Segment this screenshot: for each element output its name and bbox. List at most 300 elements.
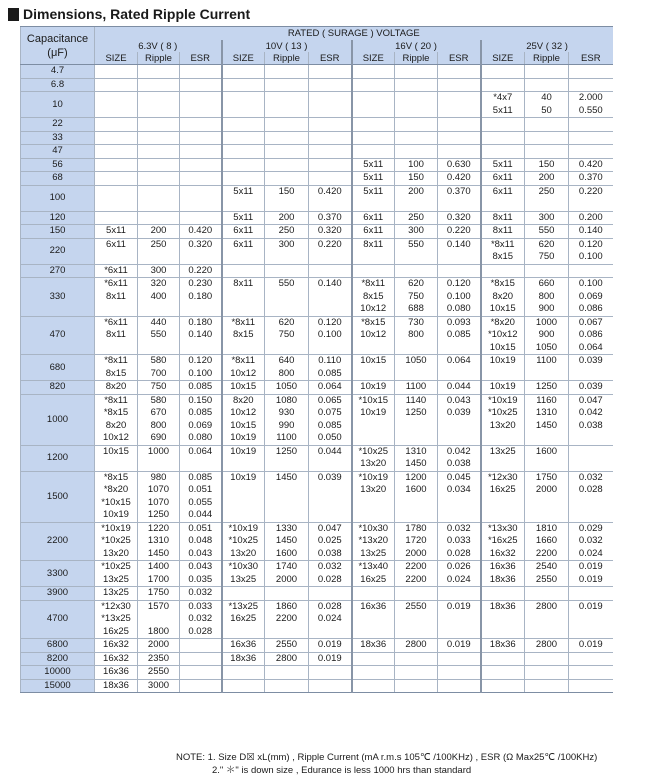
size-cell: 10x12 xyxy=(352,329,395,342)
esr-cell: 0.044 xyxy=(309,445,352,458)
esr-cell: 0.140 xyxy=(569,225,613,239)
table-row xyxy=(21,316,613,329)
esr-cell: 0.630 xyxy=(438,158,481,172)
ripple-cell xyxy=(525,432,569,445)
esr-cell: 0.120 xyxy=(438,278,481,291)
ripple-cell xyxy=(525,652,569,666)
esr-cell xyxy=(180,251,222,264)
ripple-cell: 1050 xyxy=(525,342,569,355)
size-cell: 10x15 xyxy=(481,303,525,316)
esr-cell xyxy=(438,131,481,145)
ripple-cell xyxy=(525,679,569,693)
ripple-cell: 670 xyxy=(138,407,180,420)
esr-cell xyxy=(309,158,352,172)
table-row xyxy=(21,145,613,159)
size-cell: *8x11 xyxy=(222,355,265,368)
ripple-cell xyxy=(265,145,309,159)
size-cell: 13x25 xyxy=(352,548,395,561)
size-cell xyxy=(95,158,138,172)
ripple-cell xyxy=(525,666,569,680)
subheader-esr: ESR xyxy=(438,52,481,65)
esr-cell xyxy=(438,65,481,79)
ripple-cell: 700 xyxy=(138,368,180,381)
subheader-esr: ESR xyxy=(309,52,352,65)
table-row xyxy=(21,600,613,613)
esr-cell xyxy=(438,666,481,680)
ripple-cell: 2000 xyxy=(138,639,180,653)
table-row xyxy=(21,587,613,601)
esr-cell: 0.075 xyxy=(309,407,352,420)
esr-cell: 0.200 xyxy=(569,211,613,225)
ripple-cell xyxy=(395,118,438,132)
size-cell xyxy=(95,185,138,198)
size-cell: 16x25 xyxy=(95,626,138,639)
note-line-1: NOTE: 1. Size D☒ xL(mm) , Ripple Current (mA r.m.s 105℃ /100KHz) , ESR (Ω Max25℃ /100KHz) xyxy=(176,752,598,763)
esr-cell xyxy=(438,145,481,159)
ripple-cell: 1660 xyxy=(525,535,569,548)
esr-cell: 0.039 xyxy=(569,355,613,368)
ripple-cell: 200 xyxy=(138,225,180,239)
size-cell: 13x25 xyxy=(95,587,138,601)
size-cell: *8x11 xyxy=(95,355,138,368)
size-cell: *13x25 xyxy=(222,600,265,613)
ripple-cell xyxy=(265,303,309,316)
ripple-cell: 150 xyxy=(395,172,438,186)
table-row xyxy=(21,105,613,118)
size-cell: *13x30 xyxy=(481,522,525,535)
size-cell: 6x11 xyxy=(95,238,138,251)
capacitance-cell: 470 xyxy=(21,316,95,355)
voltage-10v-header: 10V ( 13 ) xyxy=(222,40,352,52)
esr-cell: 0.080 xyxy=(180,432,222,445)
size-cell xyxy=(222,626,265,639)
subheader-size: SIZE xyxy=(95,52,138,65)
size-cell xyxy=(95,92,138,105)
ripple-cell: 800 xyxy=(395,329,438,342)
size-cell xyxy=(95,131,138,145)
ripple-cell xyxy=(395,497,438,510)
size-cell xyxy=(352,65,395,79)
ripple-cell: 1310 xyxy=(395,445,438,458)
size-cell: 16x25 xyxy=(352,574,395,587)
ripple-cell xyxy=(395,78,438,92)
ripple-cell: 150 xyxy=(265,185,309,198)
table-row xyxy=(21,639,613,653)
esr-cell xyxy=(180,92,222,105)
ripple-cell: 1100 xyxy=(395,381,438,395)
esr-cell: 0.140 xyxy=(309,278,352,291)
size-cell xyxy=(352,497,395,510)
esr-cell xyxy=(180,65,222,79)
esr-cell: 0.320 xyxy=(438,211,481,225)
esr-cell: 0.048 xyxy=(180,535,222,548)
notes xyxy=(176,751,597,777)
size-cell xyxy=(352,666,395,680)
esr-cell xyxy=(569,368,613,381)
ripple-cell xyxy=(138,342,180,355)
ripple-cell xyxy=(265,172,309,186)
esr-cell: 0.093 xyxy=(438,316,481,329)
size-cell xyxy=(222,158,265,172)
ripple-cell xyxy=(525,587,569,601)
table-row xyxy=(21,264,613,278)
esr-cell xyxy=(438,92,481,105)
subheader-row xyxy=(21,52,613,65)
esr-cell: 0.220 xyxy=(569,185,613,198)
size-cell xyxy=(352,118,395,132)
table-row xyxy=(21,118,613,132)
table-row xyxy=(21,65,613,79)
ripple-cell: 2800 xyxy=(525,639,569,653)
esr-cell xyxy=(309,303,352,316)
ripple-cell xyxy=(138,198,180,211)
ripple-cell: 1140 xyxy=(395,394,438,407)
esr-cell xyxy=(309,342,352,355)
ripple-cell: 800 xyxy=(138,420,180,433)
size-cell: 13x20 xyxy=(481,420,525,433)
table-row xyxy=(21,329,613,342)
size-cell: *10x19 xyxy=(352,471,395,484)
size-cell xyxy=(352,432,395,445)
size-cell: 10x15 xyxy=(95,445,138,458)
ripple-cell: 1800 xyxy=(138,626,180,639)
subheader-esr: ESR xyxy=(180,52,222,65)
ripple-cell xyxy=(395,509,438,522)
ripple-cell: 2800 xyxy=(395,639,438,653)
ripple-cell: 2800 xyxy=(265,652,309,666)
ripple-cell xyxy=(525,626,569,639)
table-row xyxy=(21,420,613,433)
size-cell: 10x12 xyxy=(222,368,265,381)
size-cell: 8x11 xyxy=(481,225,525,239)
esr-cell: 0.043 xyxy=(180,548,222,561)
ripple-cell: 40 xyxy=(525,92,569,105)
esr-cell: 0.080 xyxy=(438,303,481,316)
ripple-cell: 1250 xyxy=(265,445,309,458)
esr-cell: 0.032 xyxy=(180,613,222,626)
size-cell: 10x19 xyxy=(481,381,525,395)
ripple-cell xyxy=(395,198,438,211)
ripple-cell xyxy=(525,65,569,79)
ripple-cell xyxy=(525,198,569,211)
esr-cell xyxy=(569,145,613,159)
esr-cell xyxy=(438,118,481,132)
size-cell: 16x32 xyxy=(95,652,138,666)
size-cell xyxy=(222,497,265,510)
esr-cell: 0.038 xyxy=(569,420,613,433)
esr-cell xyxy=(569,666,613,680)
ripple-cell: 1310 xyxy=(525,407,569,420)
table-row xyxy=(21,251,613,264)
ripple-cell: 1600 xyxy=(265,548,309,561)
subheader-ripple: Ripple xyxy=(138,52,180,65)
ripple-cell: 930 xyxy=(265,407,309,420)
esr-cell: 0.069 xyxy=(180,420,222,433)
size-cell: 5x11 xyxy=(352,185,395,198)
size-cell: 16x36 xyxy=(352,600,395,613)
esr-cell: 0.044 xyxy=(180,509,222,522)
ripple-cell xyxy=(265,291,309,304)
size-cell: 5x11 xyxy=(352,172,395,186)
size-cell xyxy=(352,613,395,626)
esr-cell: 0.019 xyxy=(309,639,352,653)
size-cell: 5x11 xyxy=(222,185,265,198)
ripple-cell xyxy=(138,92,180,105)
ripple-cell xyxy=(525,131,569,145)
esr-cell: 0.019 xyxy=(309,652,352,666)
esr-cell: 0.039 xyxy=(569,381,613,395)
size-cell: 6x11 xyxy=(222,238,265,251)
esr-cell: 0.019 xyxy=(438,600,481,613)
size-cell: 18x36 xyxy=(481,639,525,653)
table-row xyxy=(21,432,613,445)
esr-cell: 0.050 xyxy=(309,432,352,445)
size-cell: 18x36 xyxy=(95,679,138,693)
size-cell: *12x30 xyxy=(481,471,525,484)
esr-cell xyxy=(438,509,481,522)
capacitance-cell: 8200 xyxy=(21,652,95,666)
esr-cell: 0.220 xyxy=(438,225,481,239)
esr-cell: 0.370 xyxy=(438,185,481,198)
size-cell xyxy=(222,172,265,186)
esr-cell xyxy=(309,105,352,118)
ripple-cell xyxy=(395,92,438,105)
table-row xyxy=(21,172,613,186)
ripple-cell: 750 xyxy=(138,381,180,395)
size-cell xyxy=(352,92,395,105)
esr-cell: 0.019 xyxy=(569,600,613,613)
capacitance-cell: 120 xyxy=(21,211,95,225)
esr-cell xyxy=(180,78,222,92)
esr-cell xyxy=(569,679,613,693)
ripple-cell: 550 xyxy=(265,278,309,291)
esr-cell: 0.370 xyxy=(569,172,613,186)
ripple-cell: 200 xyxy=(265,211,309,225)
size-cell xyxy=(222,65,265,79)
esr-cell: 0.019 xyxy=(569,574,613,587)
size-cell: 6x11 xyxy=(352,225,395,239)
heading-text: Dimensions, Rated Ripple Current xyxy=(23,6,251,22)
capacitance-cell: 270 xyxy=(21,264,95,278)
table-row xyxy=(21,535,613,548)
table-row xyxy=(21,355,613,368)
ripple-cell: 440 xyxy=(138,316,180,329)
size-cell: *13x25 xyxy=(95,613,138,626)
esr-cell: 0.140 xyxy=(180,329,222,342)
size-cell: 8x11 xyxy=(222,278,265,291)
esr-cell xyxy=(438,626,481,639)
esr-cell: 0.028 xyxy=(309,574,352,587)
ripple-cell: 580 xyxy=(138,355,180,368)
subheader-esr: ESR xyxy=(569,52,613,65)
ripple-cell xyxy=(265,118,309,132)
ripple-cell: 200 xyxy=(525,172,569,186)
heading-square-icon xyxy=(8,8,19,21)
esr-cell xyxy=(438,420,481,433)
esr-cell xyxy=(180,198,222,211)
capacitance-cell: 330 xyxy=(21,278,95,317)
ripple-cell: 50 xyxy=(525,105,569,118)
table-row xyxy=(21,211,613,225)
esr-cell: 0.019 xyxy=(438,639,481,653)
ripple-cell: 900 xyxy=(525,329,569,342)
esr-cell: 0.120 xyxy=(180,355,222,368)
size-cell xyxy=(352,145,395,159)
table-row xyxy=(21,342,613,355)
esr-cell: 0.140 xyxy=(438,238,481,251)
ripple-cell: 1250 xyxy=(525,381,569,395)
size-cell: 5x11 xyxy=(481,105,525,118)
capacitance-cell: 56 xyxy=(21,158,95,172)
table-row xyxy=(21,471,613,484)
ripple-cell: 100 xyxy=(395,158,438,172)
esr-cell: 0.180 xyxy=(180,316,222,329)
ripple-cell xyxy=(395,251,438,264)
ripple-cell: 2200 xyxy=(265,613,309,626)
esr-cell: 0.100 xyxy=(569,251,613,264)
esr-cell: 0.420 xyxy=(180,225,222,239)
size-cell xyxy=(222,509,265,522)
size-cell xyxy=(481,264,525,278)
ripple-cell xyxy=(525,368,569,381)
table-row xyxy=(21,679,613,693)
size-cell: *8x20 xyxy=(481,316,525,329)
size-cell xyxy=(222,458,265,471)
size-cell xyxy=(352,342,395,355)
table-row xyxy=(21,238,613,251)
size-cell: *6x11 xyxy=(95,316,138,329)
size-cell xyxy=(352,131,395,145)
size-cell xyxy=(95,251,138,264)
size-cell: *8x11 xyxy=(95,394,138,407)
size-cell: *10x15 xyxy=(95,497,138,510)
size-cell: 13x25 xyxy=(95,574,138,587)
ripple-cell xyxy=(138,458,180,471)
size-cell: 10x19 xyxy=(95,509,138,522)
esr-cell: 0.032 xyxy=(569,535,613,548)
esr-cell xyxy=(438,264,481,278)
size-cell: 16x36 xyxy=(481,561,525,574)
esr-cell: 0.086 xyxy=(569,303,613,316)
ripple-cell xyxy=(138,613,180,626)
size-cell xyxy=(352,587,395,601)
esr-cell: 0.150 xyxy=(180,394,222,407)
esr-cell: 0.085 xyxy=(180,381,222,395)
size-cell: 10x19 xyxy=(222,471,265,484)
rated-voltage-header: RATED ( SURAGE ) VOLTAGE xyxy=(95,27,613,41)
ripple-cell: 2540 xyxy=(525,561,569,574)
table-row xyxy=(21,78,613,92)
capacitance-cell: 150 xyxy=(21,225,95,239)
ripple-cell xyxy=(138,211,180,225)
size-cell: *8x15 xyxy=(352,316,395,329)
subheader-ripple: Ripple xyxy=(525,52,569,65)
ripple-cell xyxy=(395,420,438,433)
ripple-cell: 688 xyxy=(395,303,438,316)
capacitance-cell: 10000 xyxy=(21,666,95,680)
ripple-cell xyxy=(138,251,180,264)
size-cell: *8x15 xyxy=(481,278,525,291)
ripple-cell xyxy=(265,131,309,145)
size-cell xyxy=(222,92,265,105)
ripple-cell xyxy=(395,666,438,680)
ripple-cell: 1780 xyxy=(395,522,438,535)
size-cell: 6x11 xyxy=(481,185,525,198)
size-cell xyxy=(481,652,525,666)
esr-cell xyxy=(309,92,352,105)
esr-cell: 0.024 xyxy=(309,613,352,626)
ripple-cell xyxy=(395,145,438,159)
size-cell: 18x36 xyxy=(481,574,525,587)
capacitance-cell: 2200 xyxy=(21,522,95,561)
esr-cell: 0.024 xyxy=(569,548,613,561)
ripple-cell: 250 xyxy=(265,225,309,239)
capacitance-cell: 1500 xyxy=(21,471,95,522)
esr-cell xyxy=(309,65,352,79)
ripple-cell: 1050 xyxy=(265,381,309,395)
ripple-cell: 640 xyxy=(265,355,309,368)
ripple-cell xyxy=(395,105,438,118)
ripple-cell: 730 xyxy=(395,316,438,329)
capacitance-cell: 1000 xyxy=(21,394,95,445)
esr-cell xyxy=(309,78,352,92)
ripple-cell: 300 xyxy=(525,211,569,225)
ripple-cell: 900 xyxy=(525,303,569,316)
ripple-cell: 620 xyxy=(265,316,309,329)
esr-cell: 0.085 xyxy=(438,329,481,342)
ripple-cell xyxy=(138,65,180,79)
ripple-cell: 620 xyxy=(525,238,569,251)
ripple-cell: 1450 xyxy=(265,535,309,548)
size-cell: 10x19 xyxy=(481,355,525,368)
table-row xyxy=(21,445,613,458)
size-cell: 8x11 xyxy=(95,329,138,342)
esr-cell xyxy=(309,264,352,278)
ripple-cell xyxy=(525,509,569,522)
size-cell xyxy=(481,78,525,92)
ripple-cell xyxy=(138,303,180,316)
ripple-cell: 1700 xyxy=(138,574,180,587)
size-cell xyxy=(95,105,138,118)
esr-cell: 0.230 xyxy=(180,278,222,291)
esr-cell xyxy=(438,105,481,118)
size-cell: 8x15 xyxy=(222,329,265,342)
size-cell: 10x19 xyxy=(352,407,395,420)
size-cell: 16x25 xyxy=(222,613,265,626)
ripple-cell xyxy=(395,131,438,145)
esr-cell: 0.420 xyxy=(438,172,481,186)
ripple-cell: 620 xyxy=(395,278,438,291)
ripple-cell: 1080 xyxy=(265,394,309,407)
size-cell: 10x15 xyxy=(222,381,265,395)
ripple-cell: 1450 xyxy=(525,420,569,433)
ripple-cell xyxy=(265,497,309,510)
size-cell: 8x11 xyxy=(95,291,138,304)
esr-cell: 0.043 xyxy=(438,394,481,407)
esr-cell xyxy=(309,509,352,522)
ripple-cell: 1860 xyxy=(265,600,309,613)
size-cell xyxy=(222,484,265,497)
table-row xyxy=(21,522,613,535)
size-cell: 10x15 xyxy=(352,355,395,368)
esr-cell: 0.055 xyxy=(180,497,222,510)
size-cell xyxy=(352,626,395,639)
size-cell: 10x12 xyxy=(352,303,395,316)
size-cell xyxy=(481,666,525,680)
capacitance-cell: 4700 xyxy=(21,600,95,639)
size-cell: 6x11 xyxy=(481,172,525,186)
esr-cell xyxy=(569,445,613,458)
